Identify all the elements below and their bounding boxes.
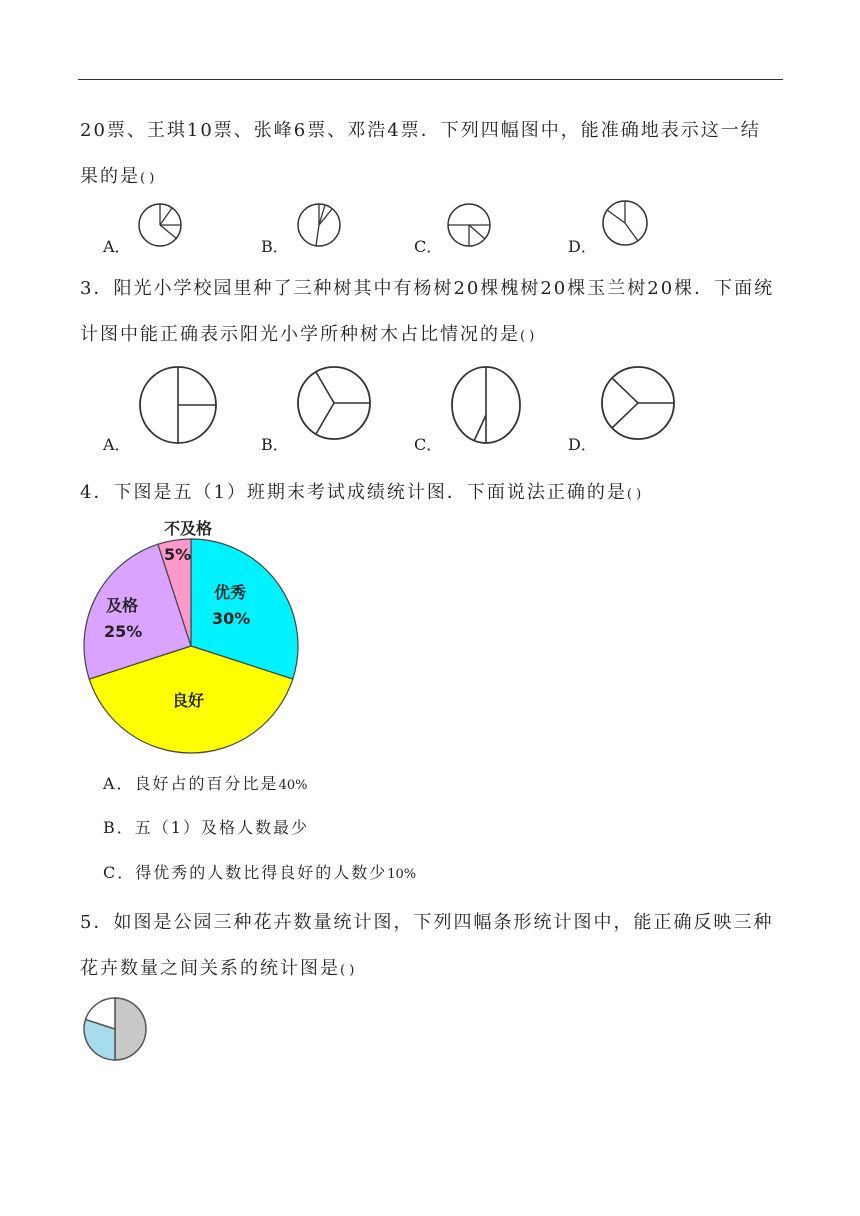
q2-pie-a [137, 202, 183, 248]
label-pass-pct: 25% [104, 622, 143, 641]
q4-pie-chart [80, 510, 310, 760]
q3-pie-b [296, 365, 372, 441]
q2-option-d[interactable]: D． [568, 237, 597, 256]
q2-pie-c [446, 202, 492, 248]
q2-option-b[interactable]: B． [261, 237, 289, 256]
answer-blank: ( ) [140, 171, 155, 186]
answer-blank: ( ) [626, 487, 642, 502]
label-excellent: 优秀 [214, 583, 247, 602]
q2-line2: 果的是( ) [80, 166, 155, 187]
label-pass: 及格 [106, 596, 139, 615]
label-excellent-pct: 30% [212, 609, 251, 628]
q4-choice-a[interactable]: A．良好占的百分比是40% [103, 774, 308, 793]
q2-line1: 20票、王琪10票、张峰6票、邓浩4票．下列四幅图中，能准确地表示这一结 [80, 120, 761, 141]
header-rule [78, 79, 783, 80]
q2-option-a[interactable]: A． [103, 237, 131, 256]
q5-line1: 5．如图是公园三种花卉数量统计图，下列四幅条形统计图中，能正确反映三种 [80, 912, 774, 933]
answer-blank: ( ) [340, 963, 355, 978]
q3-option-d[interactable]: D． [568, 435, 597, 454]
q4-choice-c[interactable]: C．得优秀的人数比得良好的人数少10% [103, 863, 417, 882]
q3-option-b[interactable]: B． [261, 435, 289, 454]
q2-pie-d [600, 198, 650, 248]
q4-choice-b[interactable]: B．五（1）及格人数最少 [103, 818, 309, 837]
q3-line1: 3．阳光小学校园里种了三种树其中有杨树20棵槐树20棵玉兰树20棵．下面统 [80, 278, 775, 299]
label-fail: 不及格 [164, 519, 213, 538]
q3-pie-a [138, 365, 218, 445]
label-good: 良好 [172, 691, 205, 710]
pie-slice-gray [115, 998, 146, 1060]
q5-line2: 花卉数量之间关系的统计图是( ) [80, 958, 355, 979]
q3-pie-d [600, 365, 676, 441]
q5-pie-chart [82, 996, 148, 1062]
q3-option-c[interactable]: C． [414, 435, 443, 454]
q2-pie-b [296, 202, 342, 248]
answer-blank: ( ) [520, 329, 535, 344]
q3-line2: 计图中能正确表示阳光小学所种树木占比情况的是( ) [80, 324, 535, 345]
q3-pie-c [450, 365, 522, 445]
q4-line1: 4．下图是五（1）班期末考试成绩统计图．下面说法正确的是( ) [80, 482, 642, 503]
label-fail-pct: 5% [164, 545, 192, 564]
q3-option-a[interactable]: A． [103, 435, 131, 454]
q2-option-c[interactable]: C． [414, 237, 443, 256]
